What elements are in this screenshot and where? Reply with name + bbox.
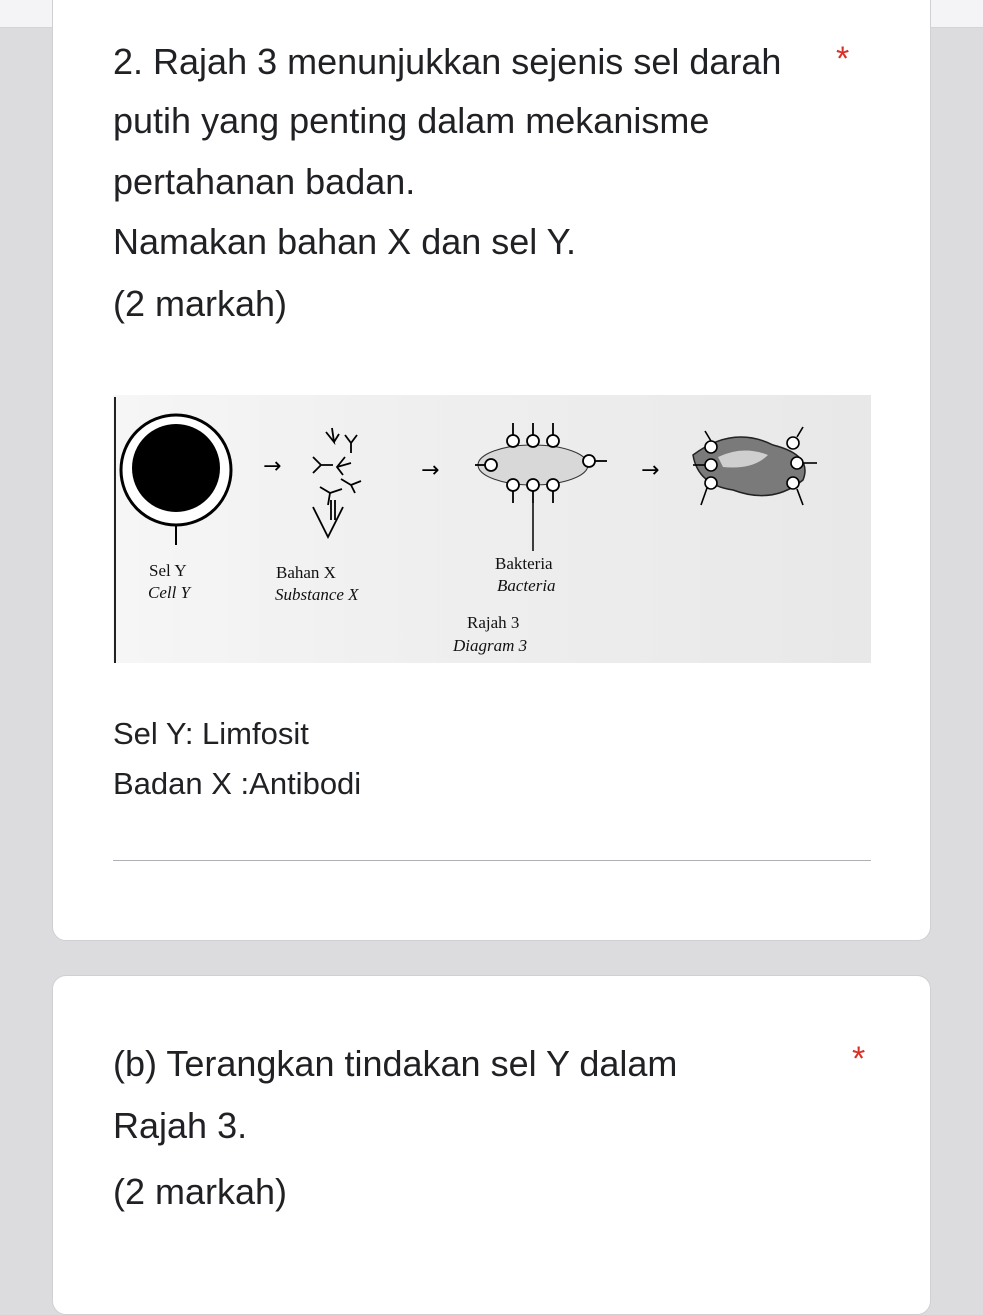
caption-rajah: Rajah 3 <box>467 613 520 632</box>
label-substance-x: Substance X <box>275 585 359 604</box>
arrow-1: → <box>263 454 282 479</box>
required-asterisk: * <box>836 40 850 78</box>
question-a-marks: (2 markah) <box>113 283 288 324</box>
answer-input-underline[interactable] <box>113 860 871 861</box>
antibody-icon <box>313 428 361 537</box>
answer-line2[interactable]: Badan X :Antibodi <box>113 766 362 801</box>
diagram-svg <box>113 395 871 663</box>
agglutinated-bacteria-icon <box>693 427 817 505</box>
arrow-3: → <box>641 458 660 483</box>
cell-y-icon <box>121 415 231 545</box>
arrow-2: → <box>421 458 440 483</box>
answer-line1[interactable]: Sel Y: Limfosit <box>113 716 309 751</box>
diagram-image <box>113 395 871 663</box>
question-b-line1: (b) Terangkan tindakan sel Y dalam <box>113 1043 678 1084</box>
bacteria-icon <box>475 423 607 551</box>
question-a-line1: 2. Rajah 3 menunjukkan sejenis sel darah <box>113 41 782 82</box>
label-bahan-x: Bahan X <box>276 563 336 582</box>
caption-diagram: Diagram 3 <box>453 636 528 655</box>
label-bakteria: Bakteria <box>495 554 553 573</box>
question-a-line2: putih yang penting dalam mekanisme <box>113 100 710 141</box>
required-asterisk-b: * <box>852 1040 866 1078</box>
label-sel-y: Sel Y <box>149 561 187 580</box>
question-a-line3: pertahanan badan. <box>113 161 416 202</box>
question-b-marks: (2 markah) <box>113 1171 288 1212</box>
question-b-line2: Rajah 3. <box>113 1105 248 1146</box>
label-cell-y: Cell Y <box>148 583 191 602</box>
question-a-line4: Namakan bahan X dan sel Y. <box>113 221 577 262</box>
label-bacteria: Bacteria <box>497 576 556 595</box>
